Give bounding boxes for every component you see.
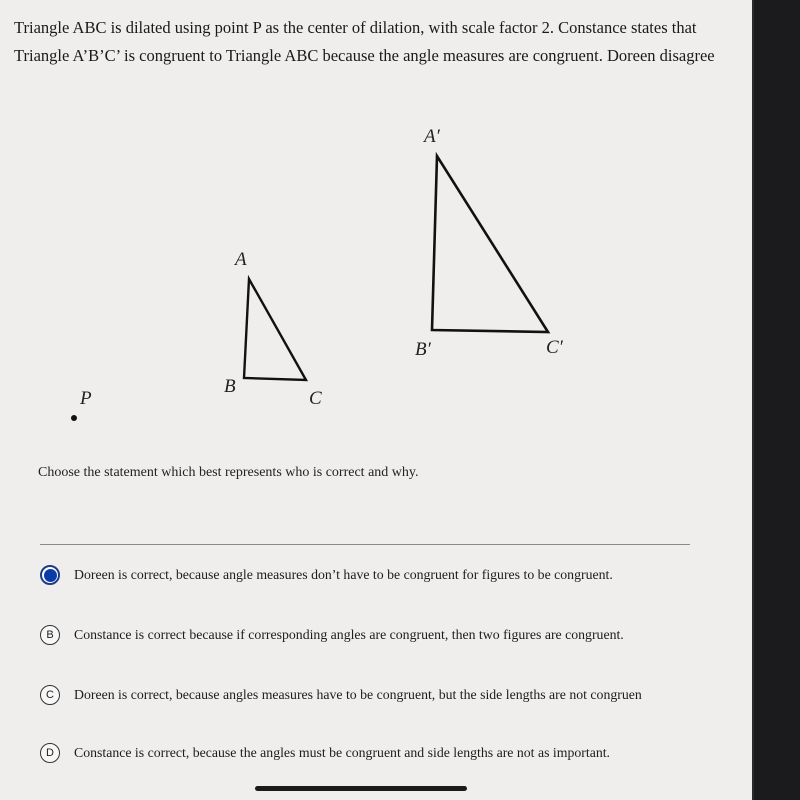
triangle-a-prime-b-prime-c-prime — [432, 156, 548, 332]
radio-d[interactable]: D — [40, 743, 60, 763]
option-a[interactable] — [40, 560, 740, 590]
label-c: C — [309, 388, 322, 409]
option-a-text: Doreen is correct, because angle measures don’t have to be congruent for figures to be congruent. — [74, 567, 613, 582]
divider — [40, 544, 690, 545]
home-indicator[interactable] — [255, 786, 467, 791]
option-d-text: Constance is correct, because the angles must be congruent and side lengths are not as important. — [74, 745, 610, 760]
label-p: P — [80, 388, 92, 409]
triangle-abc — [244, 279, 306, 380]
radio-a-selected[interactable] — [40, 565, 60, 585]
device-bezel — [754, 0, 800, 800]
option-b-text: Constance is correct because if corresponding angles are congruent, then two figures are congruent. — [74, 627, 624, 642]
center-point-p — [71, 415, 77, 421]
label-c-prime: C′ — [546, 337, 563, 358]
option-b[interactable] — [40, 620, 740, 650]
question-line-1: Triangle ABC is dilated using point P as the center of dilation, with scale factor 2. Constance states that — [14, 18, 697, 37]
option-c[interactable] — [40, 680, 740, 710]
radio-b[interactable]: B — [40, 625, 60, 645]
radio-selected-dot-icon — [44, 569, 57, 582]
radio-c[interactable]: C — [40, 685, 60, 705]
label-a: A — [235, 249, 247, 270]
label-a-prime: A′ — [424, 126, 440, 147]
label-b-prime: B′ — [415, 339, 431, 360]
question-text — [14, 14, 736, 70]
triangles-diagram — [0, 110, 752, 450]
question-line-2: Triangle A’B’C’ is congruent to Triangle ABC because the angle measures are congruent. Doreen disagree — [14, 46, 715, 65]
option-d[interactable] — [40, 738, 740, 768]
dilation-figure — [0, 110, 752, 450]
answer-prompt: Choose the statement which best represents who is correct and why. — [38, 465, 419, 480]
label-b: B — [224, 376, 236, 397]
option-c-text: Doreen is correct, because angles measures have to be congruent, but the side lengths are not congruen — [74, 687, 642, 702]
